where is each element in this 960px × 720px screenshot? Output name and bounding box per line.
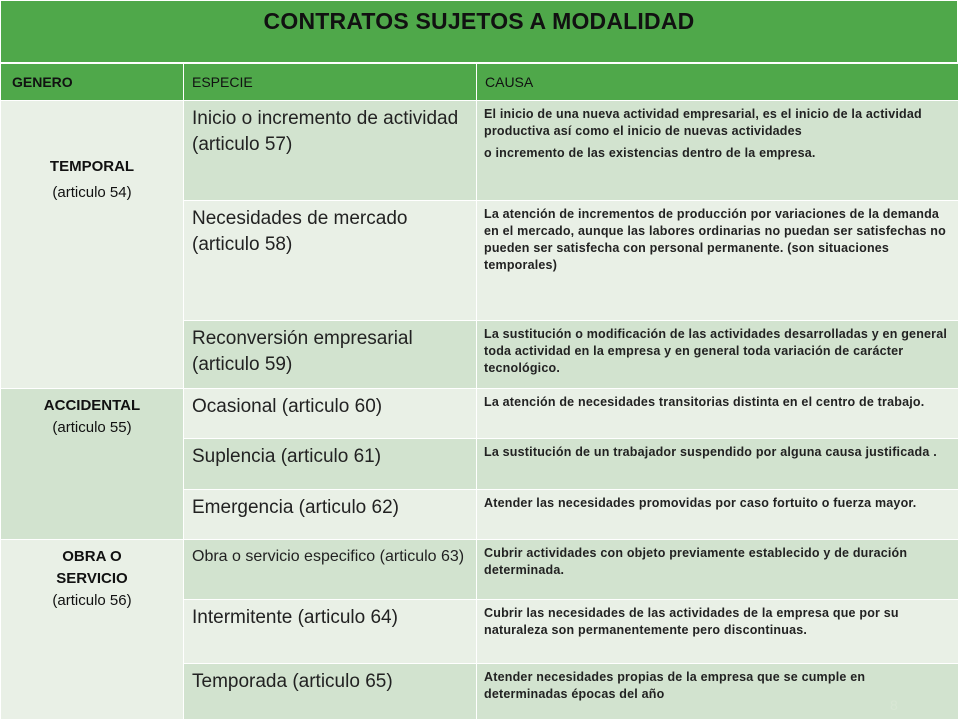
causa-cell: Atender las necesidades promovidas por caso fortuito o fuerza mayor. bbox=[477, 490, 959, 540]
causa-line: o incremento de las existencias dentro de la empresa. bbox=[484, 146, 816, 160]
causa-cell: La atención de necesidades transitorias distinta en el centro de trabajo. bbox=[477, 389, 959, 439]
genre-article: (articulo 56) bbox=[52, 592, 132, 609]
especie-cell: Ocasional (articulo 60) bbox=[184, 389, 477, 439]
causa-cell: Atender necesidades propias de la empresa que se cumple en determinadas épocas del año bbox=[477, 664, 959, 720]
genre-name: OBRA O SERVICIO bbox=[56, 548, 128, 587]
causa-cell bbox=[477, 101, 959, 201]
page-title: CONTRATOS SUJETOS A MODALIDAD bbox=[263, 8, 695, 34]
table-row bbox=[1, 540, 959, 600]
especie-cell: Necesidades de mercado (articulo 58) bbox=[184, 201, 477, 321]
especie-cell: Reconversión empresarial (articulo 59) bbox=[184, 321, 477, 389]
title-bar bbox=[0, 0, 958, 63]
table-header-row bbox=[1, 64, 959, 101]
table-row bbox=[1, 101, 959, 201]
especie-cell: Inicio o incremento de actividad (articulo 57) bbox=[184, 101, 477, 201]
causa-line: El inicio de una nueva actividad empresarial, es el inicio de la actividad productiva así como el inicio de nuevas actividades bbox=[484, 107, 922, 138]
causa-cell: Cubrir actividades con objeto previamente establecido y de duración determinada. bbox=[477, 540, 959, 600]
page-number: 8 bbox=[890, 697, 898, 713]
table-row bbox=[1, 389, 959, 439]
genre-accidental bbox=[1, 389, 184, 540]
causa-cell: La sustitución o modificación de las actividades desarrolladas y en general toda actividad en la empresa y en general toda variación de carácter tecnológico. bbox=[477, 321, 959, 389]
especie-cell: Emergencia (articulo 62) bbox=[184, 490, 477, 540]
genre-article: (articulo 54) bbox=[52, 184, 132, 201]
especie-cell: Obra o servicio especifico (articulo 63) bbox=[184, 540, 477, 600]
genre-name: ACCIDENTAL bbox=[43, 397, 141, 414]
header-genero: GENERO bbox=[1, 64, 184, 101]
genre-temporal bbox=[1, 101, 184, 389]
causa-cell: La sustitución de un trabajador suspendido por alguna causa justificada . bbox=[477, 439, 959, 490]
causa-cell: Cubrir las necesidades de las actividades de la empresa que por su naturaleza son permanentemente pero discontinuas. bbox=[477, 600, 959, 664]
header-causa: CAUSA bbox=[477, 64, 959, 101]
header-especie: ESPECIE bbox=[184, 64, 477, 101]
modalities-table bbox=[0, 63, 959, 720]
causa-cell: La atención de incrementos de producción por variaciones de la demanda en el mercado, aunque las labores ordinarias no puedan ser satisfechas no pueden ser satisfecha con personal permanente. (son situaciones temporales) bbox=[477, 201, 959, 321]
especie-cell: Suplencia (articulo 61) bbox=[184, 439, 477, 490]
genre-article: (articulo 55) bbox=[52, 419, 132, 436]
especie-cell: Temporada (articulo 65) bbox=[184, 664, 477, 720]
genre-obra-servicio bbox=[1, 540, 184, 720]
especie-cell: Intermitente (articulo 64) bbox=[184, 600, 477, 664]
genre-name: TEMPORAL bbox=[49, 158, 135, 175]
